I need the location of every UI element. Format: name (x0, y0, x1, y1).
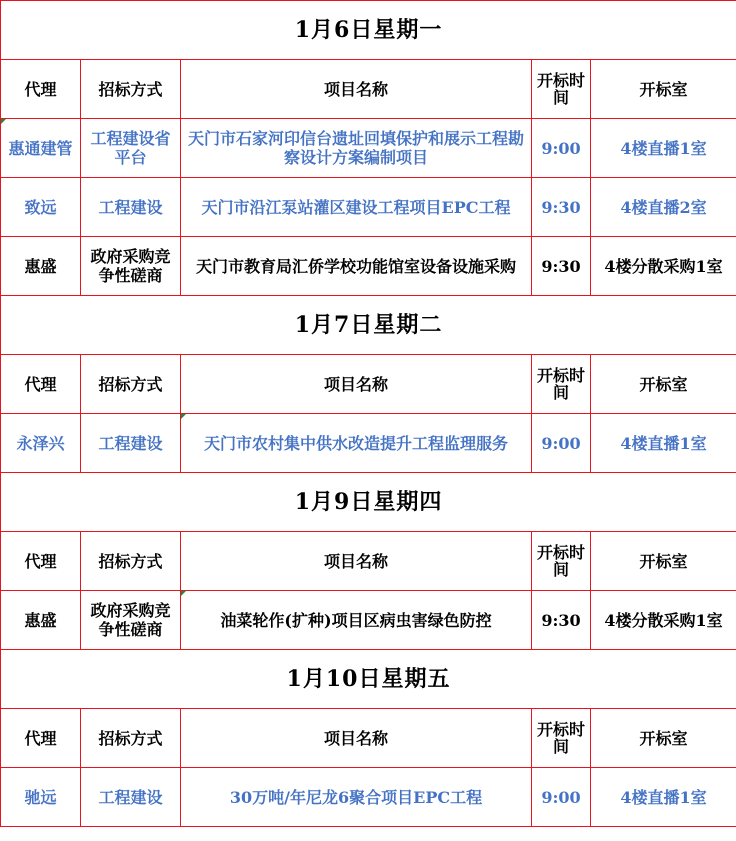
method-cell: 工程建设 (81, 768, 181, 827)
project-cell: 天门市农村集中供水改造提升工程监理服务 (181, 414, 532, 473)
header-room: 开标室 (591, 532, 736, 591)
day-header-row (1, 1, 736, 60)
table-row (1, 591, 736, 650)
header-agent: 代理 (1, 709, 81, 768)
day-title: 1月7日星期二 (1, 296, 736, 355)
column-header-row (1, 532, 736, 591)
column-header-row (1, 60, 736, 119)
room-cell: 4楼直播1室 (591, 768, 736, 827)
column-header-row (1, 709, 736, 768)
header-agent: 代理 (1, 60, 81, 119)
method-cell: 工程建设 (81, 178, 181, 237)
time-cell: 9:30 (532, 178, 591, 237)
header-project: 项目名称 (181, 532, 532, 591)
cell-marker-icon (1, 119, 6, 124)
agent-cell: 驰远 (1, 768, 81, 827)
agent-cell: 永泽兴 (1, 414, 81, 473)
header-room: 开标室 (591, 60, 736, 119)
room-cell: 4楼分散采购1室 (591, 591, 736, 650)
project-cell: 油菜轮作(扩种)项目区病虫害绿色防控 (181, 591, 532, 650)
day-header-row (1, 296, 736, 355)
header-project: 项目名称 (181, 355, 532, 414)
table-row (1, 414, 736, 473)
header-agent: 代理 (1, 355, 81, 414)
header-method: 招标方式 (81, 709, 181, 768)
day-title: 1月9日星期四 (1, 473, 736, 532)
method-cell: 政府采购竞争性磋商 (81, 237, 181, 296)
method-cell: 工程建设省平台 (81, 119, 181, 178)
day-header-row (1, 473, 736, 532)
header-method: 招标方式 (81, 355, 181, 414)
time-cell: 9:00 (532, 768, 591, 827)
table-row (1, 237, 736, 296)
header-project: 项目名称 (181, 709, 532, 768)
time-cell: 9:00 (532, 119, 591, 178)
agent-cell: 惠盛 (1, 237, 81, 296)
room-cell: 4楼直播1室 (591, 414, 736, 473)
room-cell: 4楼直播2室 (591, 178, 736, 237)
room-cell: 4楼直播1室 (591, 119, 736, 178)
cell-marker-icon (181, 414, 186, 419)
agent-cell: 致远 (1, 178, 81, 237)
header-room: 开标室 (591, 355, 736, 414)
column-header-row (1, 355, 736, 414)
time-cell: 9:30 (532, 591, 591, 650)
cell-marker-icon (181, 591, 186, 596)
table-row (1, 768, 736, 827)
header-agent: 代理 (1, 532, 81, 591)
method-cell: 工程建设 (81, 414, 181, 473)
day-title: 1月6日星期一 (1, 1, 736, 60)
method-cell: 政府采购竞争性磋商 (81, 591, 181, 650)
header-method: 招标方式 (81, 60, 181, 119)
header-time: 开标时间 (532, 60, 591, 119)
time-cell: 9:30 (532, 237, 591, 296)
project-cell: 30万吨/年尼龙6聚合项目EPC工程 (181, 768, 532, 827)
header-time: 开标时间 (532, 709, 591, 768)
project-cell: 天门市石家河印信台遗址回填保护和展示工程勘察设计方案编制项目 (181, 119, 532, 178)
table-row (1, 119, 736, 178)
time-cell: 9:00 (532, 414, 591, 473)
day-title: 1月10日星期五 (1, 650, 736, 709)
project-cell: 天门市教育局汇侨学校功能馆室设备设施采购 (181, 237, 532, 296)
table-row (1, 178, 736, 237)
project-cell: 天门市沿江泵站灌区建设工程项目EPC工程 (181, 178, 532, 237)
agent-cell: 惠通建管 (1, 119, 81, 178)
agent-cell: 惠盛 (1, 591, 81, 650)
header-project: 项目名称 (181, 60, 532, 119)
header-room: 开标室 (591, 709, 736, 768)
room-cell: 4楼分散采购1室 (591, 237, 736, 296)
day-header-row (1, 650, 736, 709)
header-time: 开标时间 (532, 532, 591, 591)
header-method: 招标方式 (81, 532, 181, 591)
header-time: 开标时间 (532, 355, 591, 414)
